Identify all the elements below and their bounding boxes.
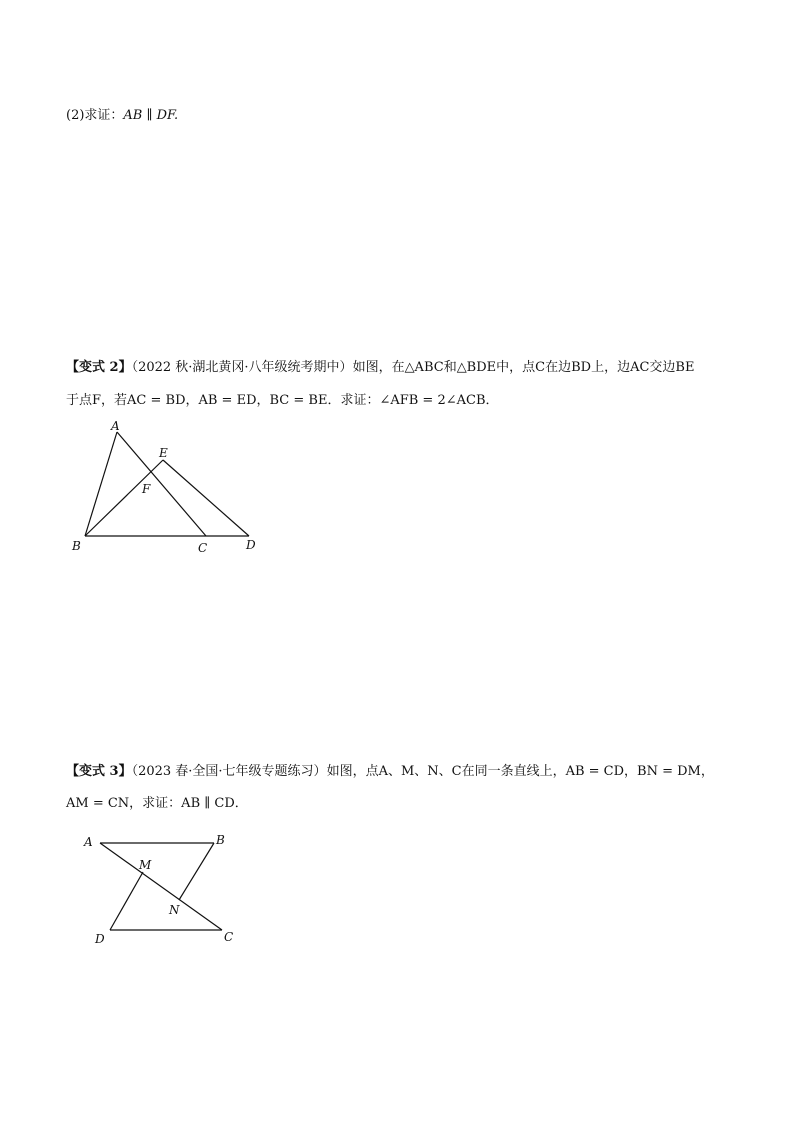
point-label-D: D [246, 538, 256, 552]
part2-expr: AB ∥ DF. [123, 108, 179, 123]
part2-label: (2)求证： [66, 108, 124, 123]
point-label-F: F [142, 482, 151, 496]
variant2-line2 [66, 389, 499, 408]
point-label-D: D [95, 932, 105, 946]
point-label-C: C [224, 930, 234, 944]
variant3-text1: 如图，点A、M、N、C在同一条直线上，AB = CD，BN = DM， [326, 764, 714, 779]
variant2-source: （2022 秋·湖北黄冈·八年级统考期中） [131, 360, 353, 375]
variant3-figure [80, 825, 250, 955]
variant3-line1 [66, 760, 714, 779]
variant2-figure [60, 415, 280, 565]
variant3-text2: AM = CN，求证：AB ∥ CD． [66, 796, 248, 811]
point-label-E: E [159, 446, 168, 460]
variant2-line1 [66, 356, 694, 375]
segment-ED [163, 460, 249, 536]
point-label-A: A [111, 419, 120, 433]
point-label-B: B [72, 539, 81, 553]
point-label-A: A [84, 835, 93, 849]
variant2-tag: 【变式 2】 [66, 360, 132, 375]
point-label-C: C [198, 541, 208, 555]
segment-DM [110, 872, 143, 930]
point-label-B: B [216, 833, 225, 847]
point-label-M: M [139, 858, 152, 872]
segment-BN [179, 843, 214, 900]
point-label-N: N [169, 903, 180, 917]
part2-statement [66, 104, 178, 123]
variant3-tag: 【变式 3】 [66, 764, 132, 779]
variant2-text1: 如图，在△ABC和△BDE中，点C在边BD上，边AC交边BE [352, 360, 695, 375]
variant3-source: （2023 春·全国·七年级专题练习） [131, 764, 327, 779]
variant2-text2: 于点F，若AC = BD，AB = ED，BC = BE．求证：∠AFB = 2∠ACB． [66, 393, 499, 408]
segment-AC [100, 843, 222, 930]
variant3-line2 [66, 792, 248, 811]
